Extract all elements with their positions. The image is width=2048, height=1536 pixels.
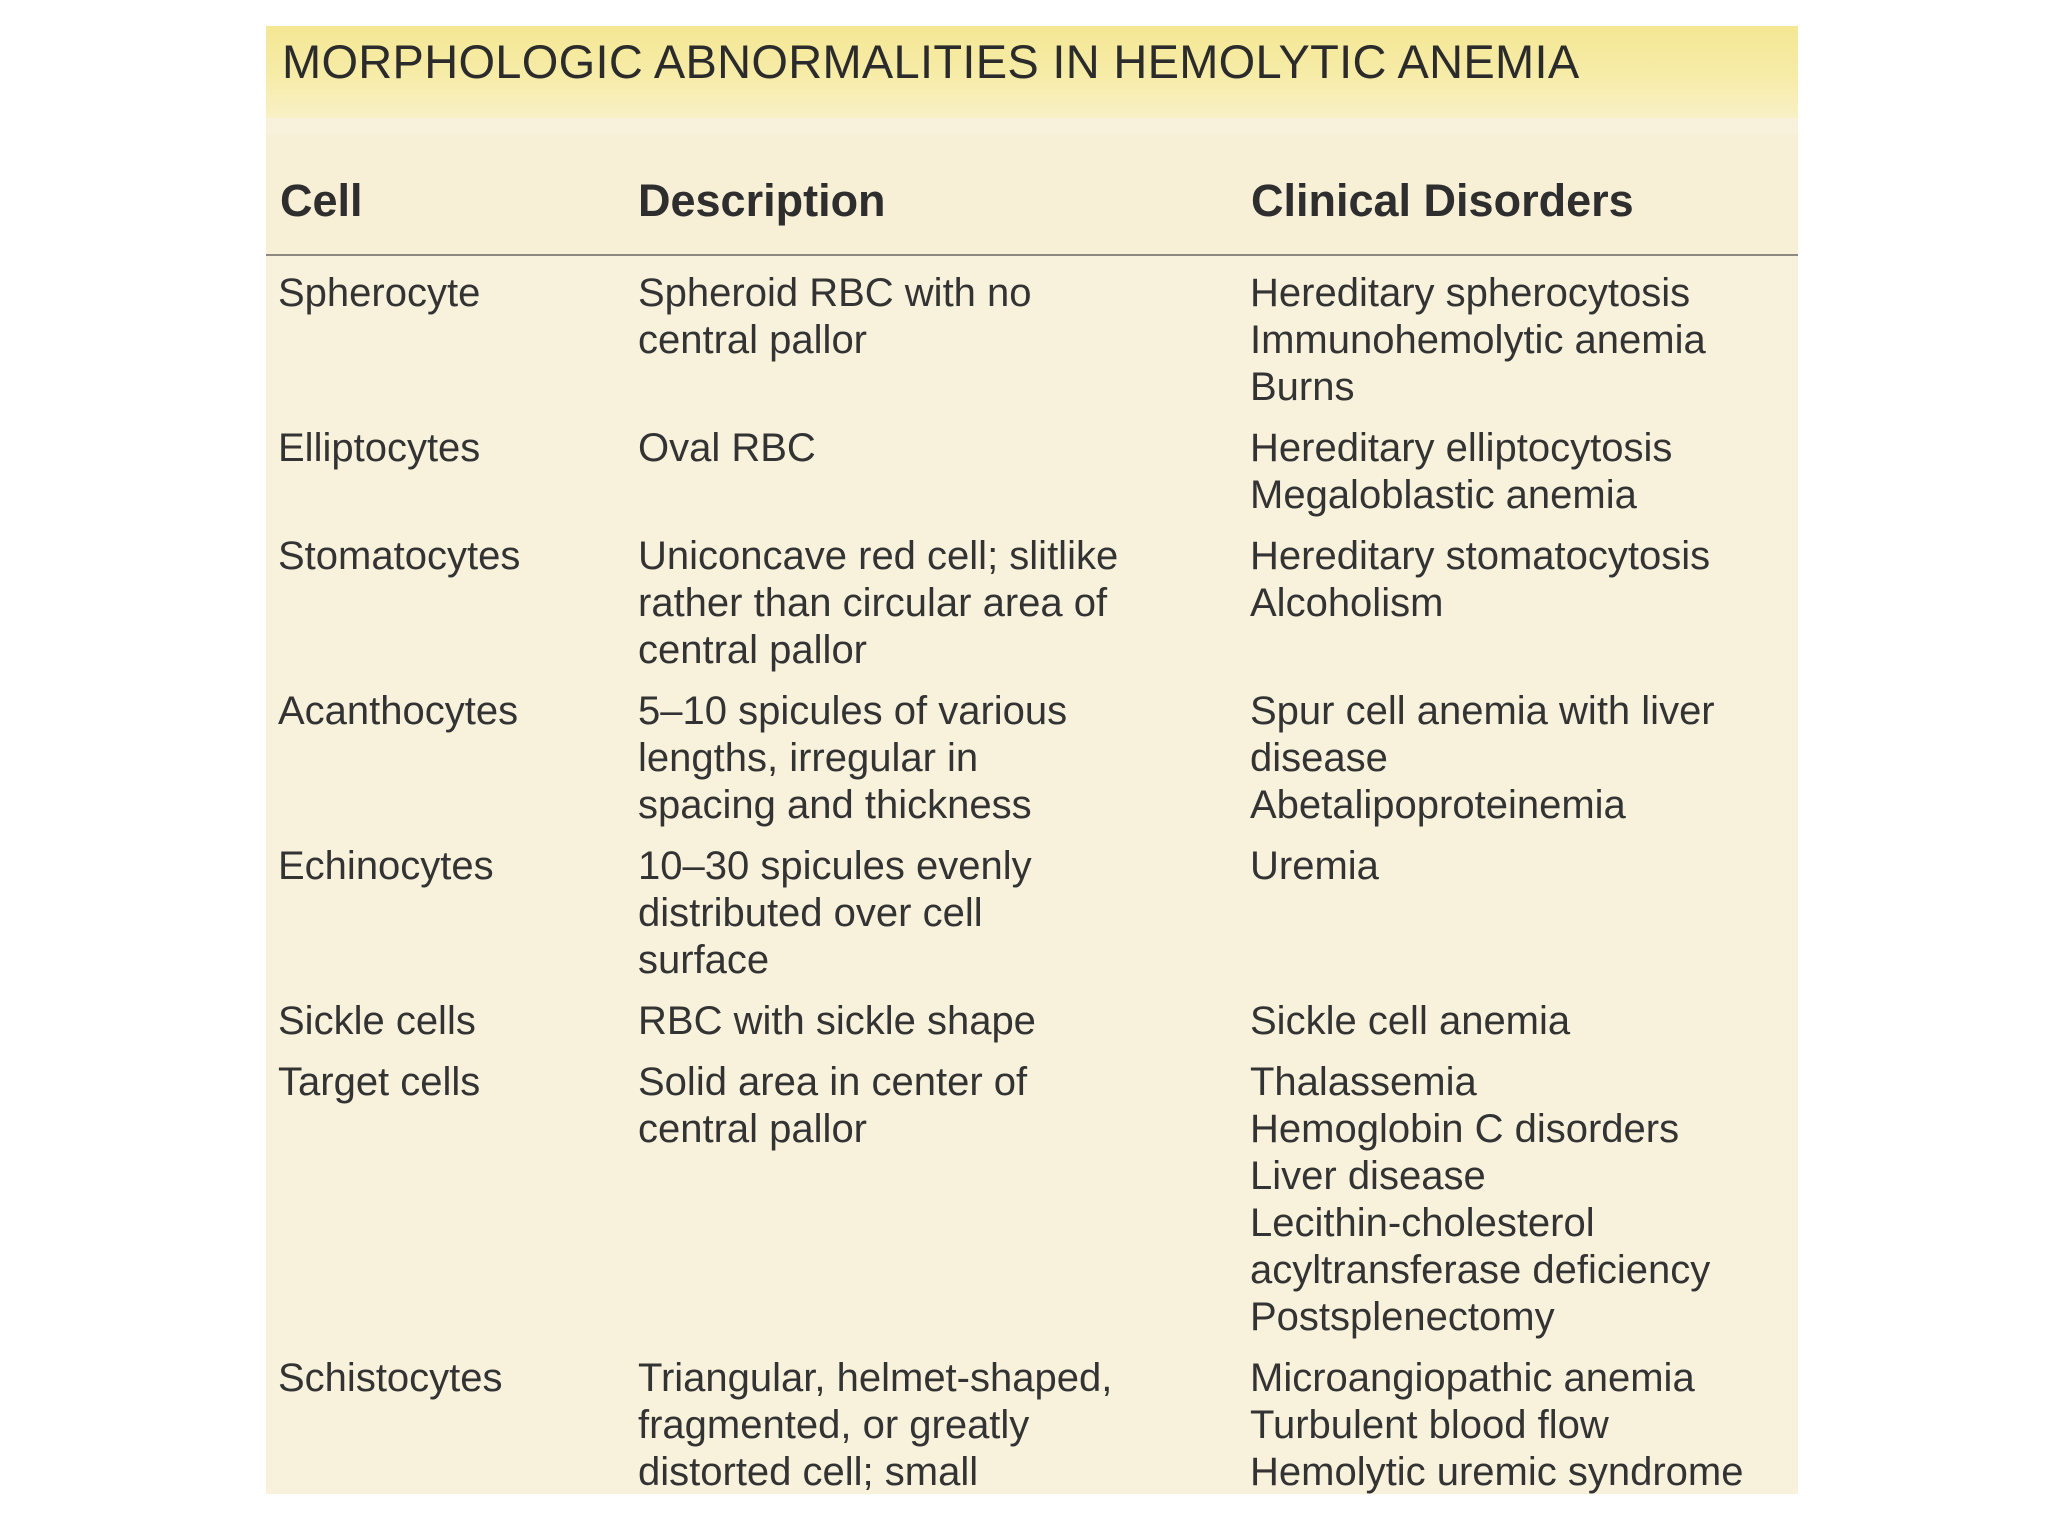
disorder-line: Megaloblastic anemia xyxy=(1250,473,1637,517)
disorder-line: Hereditary elliptocytosis xyxy=(1250,426,1673,470)
description-line: Triangular, helmet-shaped, xyxy=(638,1356,1113,1400)
cell-clinical-disorders xyxy=(1250,1355,1790,1496)
description-line: central pallor xyxy=(638,318,868,362)
header-cell: Cell xyxy=(280,175,363,226)
disorder-line: Abetalipoproteinemia xyxy=(1250,783,1626,827)
description-line: 5–10 spicules of various xyxy=(638,689,1068,733)
disorder-line: Hereditary spherocytosis xyxy=(1250,271,1691,315)
description-line: surface xyxy=(638,938,770,982)
table-title: MORPHOLOGIC ABNORMALITIES IN HEMOLYTIC ANEMIA xyxy=(282,35,1580,88)
description-line: distributed over cell xyxy=(638,891,983,935)
description-line: central pallor xyxy=(638,628,868,672)
disorder-line: Hereditary stomatocytosis xyxy=(1250,534,1711,578)
description-line: distorted cell; small xyxy=(638,1450,979,1494)
description-line: RBC with sickle shape xyxy=(638,999,1036,1043)
disorder-line: Turbulent blood flow xyxy=(1250,1403,1609,1447)
table-body xyxy=(266,256,1798,1496)
cell-description xyxy=(638,270,1198,364)
header-row xyxy=(266,134,1798,256)
cell-description xyxy=(638,533,1198,674)
cell-description xyxy=(638,425,1198,472)
description-line: Solid area in center of xyxy=(638,1060,1028,1104)
cell-name: Schistocytes xyxy=(278,1356,503,1400)
disorder-line: Thalassemia xyxy=(1250,1060,1477,1104)
disorder-line: acyltransferase deficiency xyxy=(1250,1248,1711,1292)
cell-description xyxy=(638,843,1198,984)
table-row xyxy=(266,674,1798,829)
cell-clinical-disorders xyxy=(1250,1059,1790,1341)
description-line: lengths, irregular in xyxy=(638,736,979,780)
disorder-line: Burns xyxy=(1250,365,1355,409)
description-line: spacing and thickness xyxy=(638,783,1032,827)
cell-name: Acanthocytes xyxy=(278,689,519,733)
description-line: central pallor xyxy=(638,1107,868,1151)
table-row xyxy=(266,984,1798,1045)
table-row xyxy=(266,1045,1798,1341)
description-line: 10–30 spicules evenly xyxy=(638,844,1032,888)
cell-name: Spherocyte xyxy=(278,271,481,315)
cell-description xyxy=(638,1059,1198,1153)
cell-clinical-disorders xyxy=(1250,688,1790,829)
disorder-line: Hemolytic uremic syndrome xyxy=(1250,1450,1744,1494)
table-row xyxy=(266,519,1798,674)
description-line: Spheroid RBC with no xyxy=(638,271,1032,315)
disorder-line: Microangiopathic anemia xyxy=(1250,1356,1695,1400)
cell-clinical-disorders xyxy=(1250,533,1790,627)
cell-clinical-disorders xyxy=(1250,843,1790,890)
header-clinical-disorders: Clinical Disorders xyxy=(1251,175,1634,226)
title-bar xyxy=(266,26,1798,118)
description-line: fragmented, or greatly xyxy=(638,1403,1030,1447)
disorder-line: disease xyxy=(1250,736,1388,780)
cell-name: Target cells xyxy=(278,1060,481,1104)
disorder-line: Immunohemolytic anemia xyxy=(1250,318,1706,362)
cell-clinical-disorders xyxy=(1250,425,1790,519)
cell-description xyxy=(638,998,1198,1045)
cell-name: Echinocytes xyxy=(278,844,494,888)
disorder-line: Postsplenectomy xyxy=(1250,1295,1555,1339)
disorder-line: Liver disease xyxy=(1250,1154,1486,1198)
disorder-line: Spur cell anemia with liver xyxy=(1250,689,1715,733)
table-row xyxy=(266,256,1798,411)
table-row xyxy=(266,1341,1798,1496)
cell-name: Sickle cells xyxy=(278,999,476,1043)
morphology-table xyxy=(266,26,1798,1494)
disorder-line: Alcoholism xyxy=(1250,581,1444,625)
cell-clinical-disorders xyxy=(1250,998,1790,1045)
cell-clinical-disorders xyxy=(1250,270,1790,411)
cell-name: Elliptocytes xyxy=(278,426,481,470)
cell-name: Stomatocytes xyxy=(278,534,521,578)
table-row xyxy=(266,411,1798,519)
cell-description xyxy=(638,1355,1198,1496)
disorder-line: Uremia xyxy=(1250,844,1379,888)
header-description: Description xyxy=(638,175,886,226)
disorder-line: Hemoglobin C disorders xyxy=(1250,1107,1680,1151)
disorder-line: Sickle cell anemia xyxy=(1250,999,1571,1043)
cell-description xyxy=(638,688,1198,829)
description-line: Oval RBC xyxy=(638,426,816,470)
description-line: rather than circular area of xyxy=(638,581,1108,625)
table-row xyxy=(266,829,1798,984)
description-line: Uniconcave red cell; slitlike xyxy=(638,534,1119,578)
disorder-line: Lecithin-cholesterol xyxy=(1250,1201,1595,1245)
